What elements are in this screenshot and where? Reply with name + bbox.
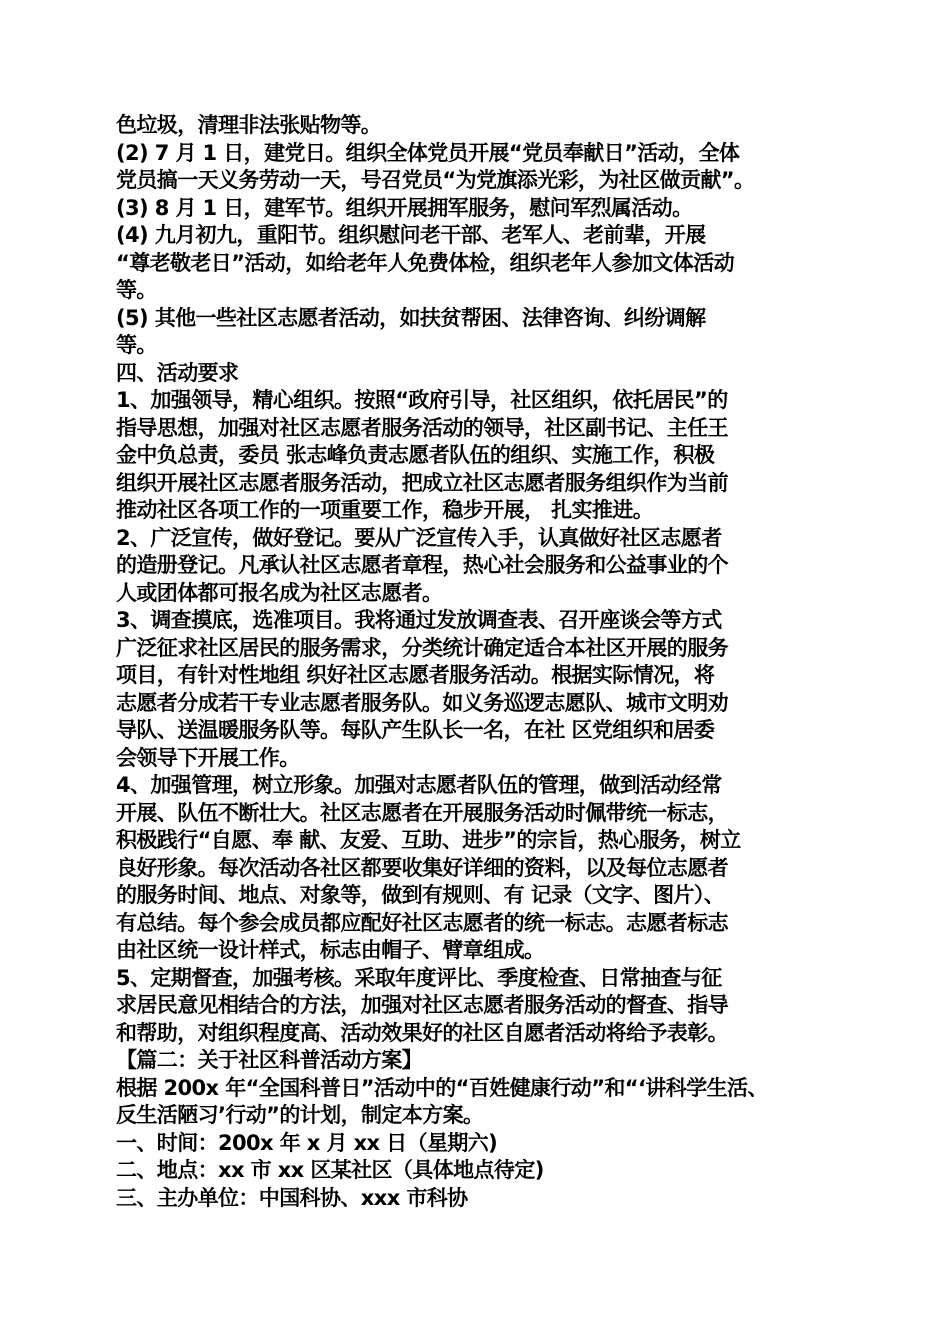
text-line: 开展、队伍不断壮大。社区志愿者在开展服务活动时佩带统一标志，	[116, 800, 728, 825]
text-line: 3、调查摸底，选准项目。我将通过发放调查表、召开座谈会等方式	[116, 608, 722, 632]
text-line: 人或团体都可报名成为社区志愿者。	[116, 580, 443, 605]
text-line: 会领导下开展工作。	[116, 745, 300, 770]
text-line: 广泛征求社区居民的服务需求，分类统计确定适合本社区开展的服务	[116, 635, 728, 660]
text-line: 一、时间：200x 年 x 月 xx 日（星期六)	[116, 1130, 498, 1155]
text-line: 色垃圾，清理非法张贴物等。	[116, 113, 382, 137]
text-line: 金中负总责，委员 张志峰负责志愿者队伍的组织、实施工作，积极	[116, 443, 715, 467]
text-line: (2) 7 月 1 日，建党日。组织全体党员开展“党员奉献日”活动，全体	[116, 140, 740, 165]
text-line: 组织开展社区志愿者服务活动，把成立社区志愿者服务组织作为当前	[116, 470, 728, 495]
text-line: 4、加强管理，树立形象。加强对志愿者队伍的管理，做到活动经常	[116, 773, 722, 797]
text-line: 的服务时间、地点、对象等，做到有规则、有 记录（文字、图片）、	[116, 883, 725, 907]
text-line: 和帮助，对组织程度高、活动效果好的社区自愿者活动将给予表彰。	[116, 1020, 728, 1045]
text-line: 积极践行“自愿、奉 献、友爱、互助、进步”的宗旨，热心服务，树立	[116, 828, 741, 852]
text-line: 等。	[116, 333, 157, 357]
section-heading: 四、活动要求	[116, 360, 239, 385]
text-line: 5、定期督查，加强考核。采取年度评比、季度检查、日常抽查与征	[116, 965, 722, 990]
text-line: 导队、送温暖服务队等。每队产生队长一名，在社 区党组织和居委	[116, 718, 715, 742]
text-line: 良好形象。每次活动各社区都要收集好详细的资料，以及每位志愿者	[116, 855, 728, 880]
text-line: (5) 其他一些社区志愿者活动，如扶贫帮困、法律咨询、纠纷调解	[116, 305, 706, 330]
text-line: 2、广泛宣传，做好登记。要从广泛宣传入手，认真做好社区志愿者	[116, 525, 722, 550]
text-line: 指导思想，加强对社区志愿者服务活动的领导，社区副书记、主任王	[116, 415, 728, 440]
text-line: 根据 200x 年“全国科普日”活动中的“百姓健康行动”和“‘讲科学生活、	[116, 1075, 768, 1100]
text-line: 二、地点：xx 市 xx 区某社区（具体地点待定)	[116, 1158, 544, 1182]
text-line: 反生活陋习’行动”的计划，制定本方案。	[116, 1103, 484, 1127]
text-line: (4) 九月初九，重阳节。组织慰问老干部、老军人、老前辈，开展	[116, 223, 706, 247]
text-line: 1、加强领导，精心组织。按照“政府引导，社区组织，依托居民”的	[116, 388, 728, 412]
text-line: 三、主办单位：中国科协、xxx 市科协	[116, 1185, 468, 1210]
text-line: 党员搞一天义务劳动一天，号召党员“为党旗添光彩，为社区做贡献”。	[116, 168, 755, 192]
text-line: 的造册登记。凡承认社区志愿者章程，热心社会服务和公益事业的个	[116, 553, 728, 577]
text-line: (3) 8 月 1 日，建军节。组织开展拥军服务，慰问军烈属活动。	[116, 195, 693, 220]
text-line: 求居民意见相结合的方法，加强对社区志愿者服务活动的督查、指导	[116, 993, 728, 1017]
text-line: 由社区统一设计样式，标志由帽子、臂章组成。	[116, 938, 545, 962]
text-line: 志愿者分成若干专业志愿者服务队。如义务巡逻志愿队、城市文明劝	[116, 690, 728, 715]
text-line: 项目，有针对性地组 织好社区志愿者服务活动。根据实际情况，将	[116, 663, 715, 687]
section-heading: 【篇二：关于社区科普活动方案】	[116, 1048, 422, 1072]
text-line: 推动社区各项工作的一项重要工作，稳步开展， 扎实推进。	[116, 498, 654, 522]
document-body	[116, 112, 838, 1212]
text-line: 有总结。每个参会成员都应配好社区志愿者的统一标志。志愿者标志	[116, 910, 728, 935]
text-line: 等。	[116, 278, 157, 302]
text-line: “尊老敬老日”活动，如给老年人免费体检，组织老年人参加文体活动	[116, 250, 735, 275]
